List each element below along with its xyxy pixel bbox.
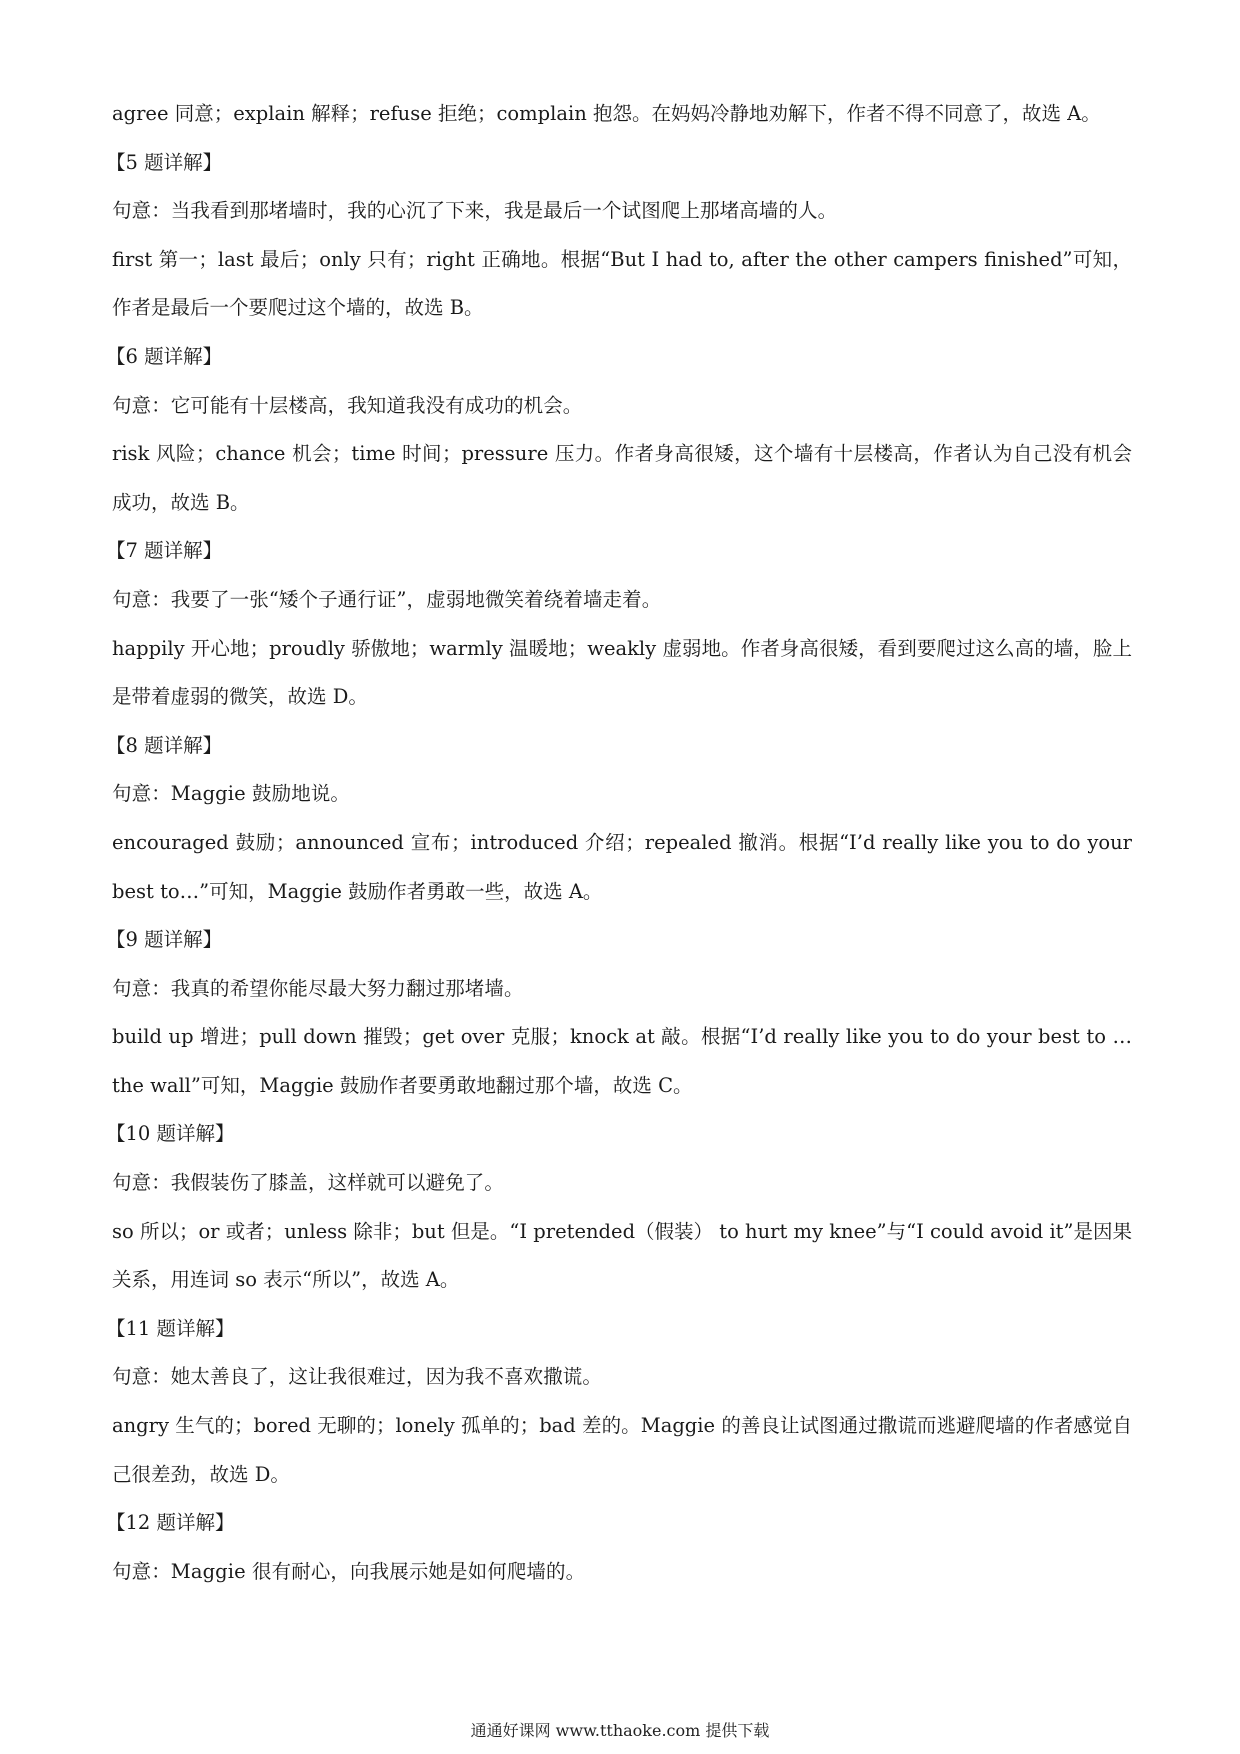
page-footer: 通通好课网 www.tthaoke.com 提供下载 <box>470 1721 770 1740</box>
question-heading: 【9 题详解】 <box>106 928 223 952</box>
sentence-meaning: 句意：Maggie 很有耐心，向我展示她是如何爬墙的。 <box>112 1559 586 1583</box>
answer-explanation: first 第一；last 最后；only 只有；right 正确地。根据“But I had to, after the other campers finished”可知，作者是最后一个要爬过这个墙的，故选 B。 <box>112 247 1132 320</box>
answer-explanation: encouraged 鼓励；announced 宣布；introduced 介绍；repealed 撤消。根据“I’d really like you to do your best to…”可知，Maggie 鼓励作者勇敢一些，故选 A。 <box>112 830 1132 903</box>
question-heading: 【6 题详解】 <box>106 344 223 368</box>
answer-explanation: happily 开心地；proudly 骄傲地；warmly 温暖地；weakly 虚弱地。作者身高很矮，看到要爬过这么高的墙，脸上是带着虚弱的微笑，故选 D。 <box>112 636 1132 709</box>
question-heading: 【5 题详解】 <box>106 150 223 174</box>
answer-explanation: risk 风险；chance 机会；time 时间；pressure 压力。作者身高很矮，这个墙有十层楼高，作者认为自己没有机会成功，故选 B。 <box>112 442 1132 514</box>
sentence-meaning: 句意：Maggie 鼓励地说。 <box>112 782 351 806</box>
question-heading: 【12 题详解】 <box>106 1511 235 1535</box>
question-heading: 【11 题详解】 <box>106 1316 235 1340</box>
sentence-meaning: 句意：我要了一张“矮个子通行证”，虚弱地微笑着绕着墙走着。 <box>112 587 662 611</box>
question-heading: 【8 题详解】 <box>106 733 223 757</box>
sentence-meaning: 句意：它可能有十层楼高，我知道我没有成功的机会。 <box>112 393 583 417</box>
sentence-meaning: 句意：她太善良了，这让我很难过，因为我不喜欢撒谎。 <box>112 1365 603 1389</box>
sentence-meaning: 句意：当我看到那堵墙时，我的心沉了下来，我是最后一个试图爬上那堵高墙的人。 <box>112 199 838 223</box>
answer-explanation: build up 增进；pull down 摧毁；get over 克服；knock at 敲。根据“I’d really like you to do your best to … the wall”可知，Maggie 鼓励作者要勇敢地翻过那个墙，故选 C。 <box>112 1025 1132 1097</box>
question-heading: 【7 题详解】 <box>106 539 223 563</box>
answer-explanation: agree 同意；explain 解释；refuse 拒绝；complain 抱怨。在妈妈冷静地劝解下，作者不得不同意了，故选 A。 <box>112 102 1101 125</box>
sentence-meaning: 句意：我真的希望你能尽最大努力翻过那堵墙。 <box>112 976 524 1000</box>
answer-explanation: so 所以；or 或者；unless 除非；but 但是。“I pretended（假装） to hurt my knee”与“I could avoid it”是因果关系，用连词 so 表示“所以”，故选 A。 <box>112 1219 1132 1292</box>
question-heading: 【10 题详解】 <box>106 1122 235 1146</box>
sentence-meaning: 句意：我假装伤了膝盖，这样就可以避免了。 <box>112 1171 505 1195</box>
answer-explanation: angry 生气的；bored 无聊的；lonely 孤单的；bad 差的。Maggie 的善良让试图通过撒谎而逃避爬墙的作者感觉自己很差劲，故选 D。 <box>112 1414 1132 1486</box>
document-body <box>106 98 1132 1604</box>
